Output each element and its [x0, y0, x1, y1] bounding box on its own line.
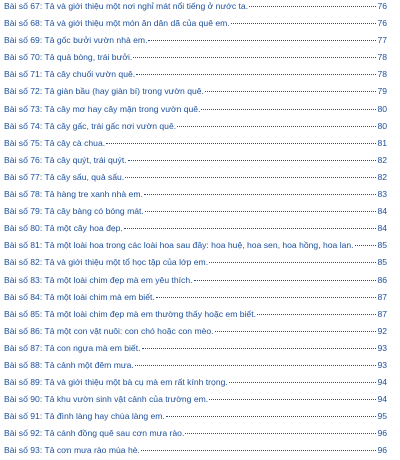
toc-entry-title[interactable]: Bài số 68: Tả và giới thiệu một món ăn dân dã của quê em. [4, 18, 230, 29]
toc-entry[interactable] [0, 32, 400, 49]
toc-entry-page-number[interactable]: 84 [377, 223, 387, 234]
toc-entry[interactable] [0, 220, 400, 237]
toc-entry-title[interactable]: Bài số 87: Tả con ngựa mà em biết. [4, 342, 141, 353]
toc-entry-title[interactable]: Bài số 78: Tả hàng tre xanh nhà em. [4, 189, 143, 200]
toc-entry[interactable] [0, 374, 400, 391]
toc-entry-page-number[interactable]: 87 [377, 308, 387, 319]
toc-entry[interactable] [0, 66, 400, 83]
toc-entry[interactable] [0, 254, 400, 271]
toc-entry-title[interactable]: Bài số 70: Tả quả bòng, trái bưởi. [4, 52, 133, 63]
toc-entry[interactable] [0, 0, 400, 15]
toc-entry[interactable] [0, 408, 400, 425]
toc-dot-leader [125, 177, 376, 178]
toc-entry[interactable] [0, 118, 400, 135]
toc-entry-page-number[interactable]: 79 [377, 86, 387, 97]
toc-entry-title[interactable]: Bài số 92: Tả cánh đồng quê sau cơn mưa rào. [4, 428, 185, 439]
toc-entry-page-number[interactable]: 76 [377, 18, 387, 29]
toc-entry-title[interactable]: Bài số 72: Tả giàn bầu (hay giàn bí) trong vườn quê. [4, 86, 204, 97]
toc-entry-title[interactable]: Bài số 77: Tả cây sấu, quả sấu. [4, 171, 125, 182]
toc-entry-page-number[interactable]: 94 [377, 394, 387, 405]
toc-entry[interactable] [0, 169, 400, 186]
toc-entry[interactable] [0, 323, 400, 340]
toc-dot-leader [185, 433, 376, 434]
toc-entry-page-number[interactable]: 84 [377, 206, 387, 217]
toc-entry-page-number[interactable]: 87 [377, 291, 387, 302]
toc-entry-title[interactable]: Bài số 76: Tả cây quýt, trái quýt. [4, 154, 127, 165]
toc-entry-title[interactable]: Bài số 86: Tả một con vật nuôi: con chó hoặc con mèo. [4, 325, 214, 336]
toc-dot-leader [209, 262, 376, 263]
toc-dot-leader [249, 6, 376, 7]
toc-entry-page-number[interactable]: 94 [377, 377, 387, 388]
toc-entry-title[interactable]: Bài số 84: Tả một loài chim mà em biết. [4, 291, 155, 302]
toc-dot-leader [148, 40, 376, 41]
toc-entry[interactable] [0, 135, 400, 152]
toc-dot-leader [215, 331, 377, 332]
toc-entry-page-number[interactable]: 82 [377, 154, 387, 165]
toc-entry[interactable] [0, 442, 400, 459]
toc-entry-page-number[interactable]: 80 [377, 103, 387, 114]
toc-entry-title[interactable]: Bài số 67: Tả và giới thiệu một nơi nghỉ mát nổi tiếng ở nước ta. [4, 1, 249, 11]
toc-entry[interactable] [0, 425, 400, 442]
toc-dot-leader [124, 228, 377, 229]
toc-entry-page-number[interactable]: 86 [377, 274, 387, 285]
toc-dot-leader [135, 365, 377, 366]
toc-dot-leader [205, 91, 376, 92]
toc-entry-title[interactable]: Bài số 81: Tả một loài hoa trong các loài hoa sau đây: hoa huệ, hoa sen, hoa hồng, hoa lan. [4, 240, 354, 251]
toc-entry-page-number[interactable]: 93 [377, 342, 387, 353]
toc-entry-title[interactable]: Bài số 91: Tả đình làng hay chùa làng em. [4, 411, 165, 422]
toc-entry-title[interactable]: Bài số 69: Tả gốc bưởi vườn nhà em. [4, 35, 148, 46]
toc-entry-page-number[interactable]: 76 [377, 1, 387, 11]
toc-entry-title[interactable]: Bài số 90: Tả khu vườn sinh vật cảnh của trường em. [4, 394, 209, 405]
toc-dot-leader [156, 297, 377, 298]
toc-dot-leader [194, 280, 377, 281]
toc-entry-page-number[interactable]: 81 [377, 137, 387, 148]
toc-entry-title[interactable]: Bài số 74: Tả cây gấc, trái gấc nơi vườn quê. [4, 120, 177, 131]
toc-entry[interactable] [0, 203, 400, 220]
toc-entry[interactable] [0, 306, 400, 323]
toc-entry-title[interactable]: Bài số 85: Tả một loài chim đẹp mà em thường thấy hoặc em biết. [4, 308, 256, 319]
toc-entry-page-number[interactable]: 96 [377, 445, 387, 456]
toc-entry[interactable] [0, 237, 400, 254]
toc-entry-page-number[interactable]: 85 [377, 240, 387, 251]
toc-entry[interactable] [0, 272, 400, 289]
toc-entry[interactable] [0, 49, 400, 66]
toc-dot-leader [229, 382, 377, 383]
toc-entry-title[interactable]: Bài số 79: Tả cây bàng có bóng mát. [4, 206, 144, 217]
toc-dot-leader [257, 314, 376, 315]
toc-entry[interactable] [0, 101, 400, 118]
toc-dot-leader [145, 211, 377, 212]
toc-entry[interactable] [0, 289, 400, 306]
toc-dot-leader [231, 23, 377, 24]
toc-entry-page-number[interactable]: 77 [377, 35, 387, 46]
toc-entry-title[interactable]: Bài số 83: Tả một loài chim đẹp mà em yêu thích. [4, 274, 193, 285]
toc-entry-title[interactable]: Bài số 89: Tả và giới thiệu một bà cụ mà em rất kính trọng. [4, 377, 228, 388]
toc-entry-title[interactable]: Bài số 73: Tả cây mơ hay cây mận trong vườn quê. [4, 103, 201, 114]
toc-entry-page-number[interactable]: 82 [377, 171, 387, 182]
toc-entry-page-number[interactable]: 78 [377, 52, 387, 63]
toc-entry[interactable] [0, 357, 400, 374]
toc-entry-title[interactable]: Bài số 71: Tả cây chuối vườn quê. [4, 69, 136, 80]
toc-dot-leader [106, 143, 376, 144]
toc-dot-leader [128, 160, 377, 161]
toc-entry-title[interactable]: Bài số 93: Tả cơn mưa rào mùa hè. [4, 445, 140, 456]
toc-entry-title[interactable]: Bài số 75: Tả cây cà chua. [4, 137, 106, 148]
toc-entry[interactable] [0, 340, 400, 357]
toc-entry[interactable] [0, 186, 400, 203]
toc-entry-page-number[interactable]: 93 [377, 359, 387, 370]
toc-dot-leader [133, 57, 376, 58]
toc-entry[interactable] [0, 83, 400, 100]
toc-dot-leader [355, 245, 377, 246]
toc-entry-title[interactable]: Bài số 82: Tả và giới thiệu một tổ học tập của lớp em. [4, 257, 209, 268]
toc-entry-page-number[interactable]: 85 [377, 257, 387, 268]
toc-dot-leader [201, 109, 376, 110]
toc-entry-page-number[interactable]: 83 [377, 189, 387, 200]
toc-dot-leader [141, 450, 377, 451]
toc-entry-page-number[interactable]: 95 [377, 411, 387, 422]
toc-dot-leader [136, 74, 376, 75]
toc-entry[interactable] [0, 152, 400, 169]
toc-dot-leader [144, 194, 377, 195]
toc-entry-title[interactable]: Bài số 80: Tả một cây hoa đẹp. [4, 223, 123, 234]
toc-dot-leader [142, 348, 377, 349]
toc-entry-title[interactable]: Bài số 88: Tả cảnh một đêm mưa. [4, 359, 134, 370]
toc-dot-leader [177, 126, 376, 127]
toc-entry[interactable] [0, 15, 400, 32]
toc-entry-page-number[interactable]: 92 [377, 325, 387, 336]
toc-dot-leader [166, 416, 377, 417]
toc-entry-page-number[interactable]: 80 [377, 120, 387, 131]
toc-entry-page-number[interactable]: 96 [377, 428, 387, 439]
toc-entry-page-number[interactable]: 78 [377, 69, 387, 80]
